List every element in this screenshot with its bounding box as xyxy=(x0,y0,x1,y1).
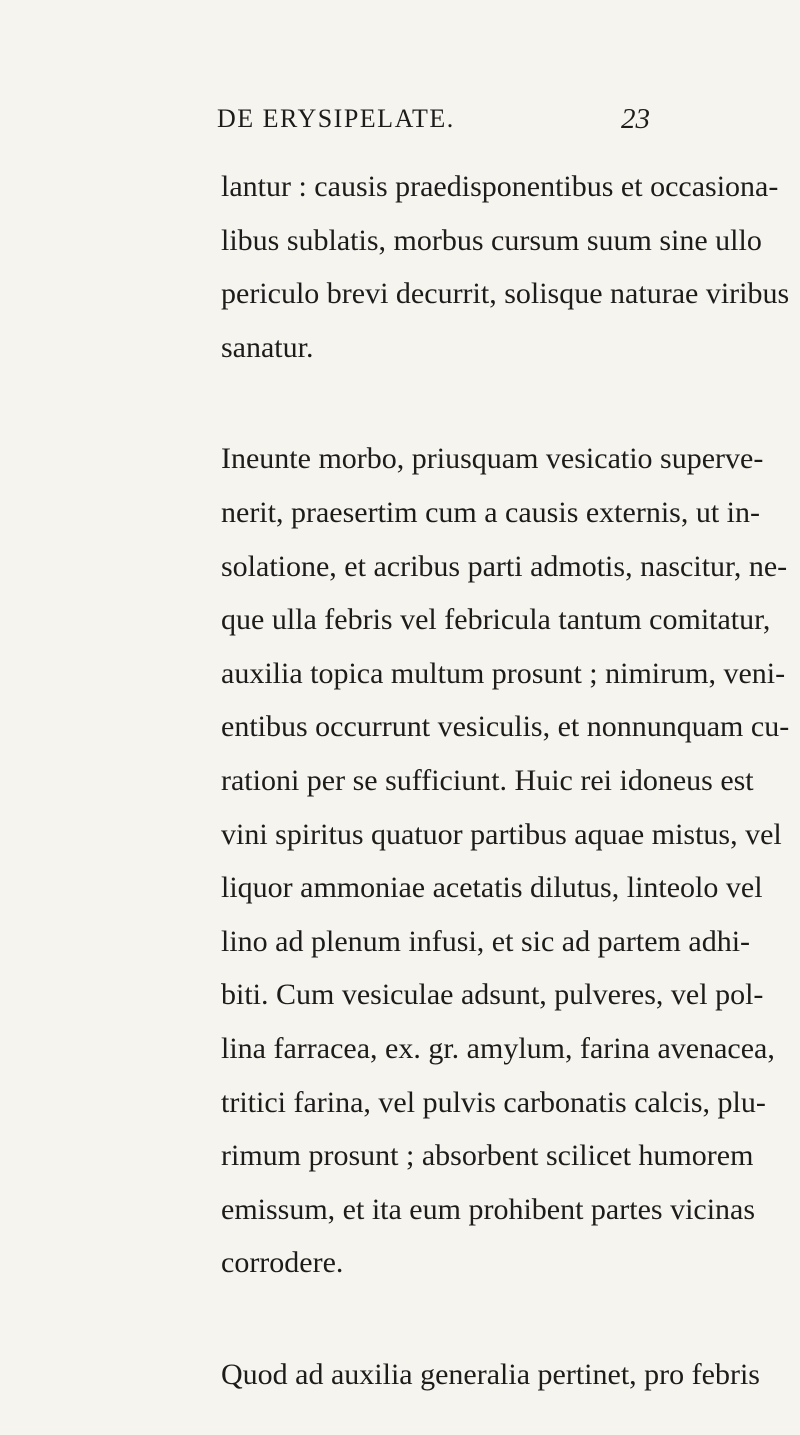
text-line: corrodere. xyxy=(221,1246,344,1280)
text-line: nerit, praesertim cum a causis externis, ut in- xyxy=(221,495,760,529)
text-line: biti. Cum vesiculae adsunt, pulveres, vel pol- xyxy=(221,978,764,1012)
text-line: libus sublatis, morbus cursum suum sine ullo xyxy=(221,223,762,257)
text-line: rationi per se sufficiunt. Huic rei idoneus est xyxy=(221,763,754,797)
paragraph-gap xyxy=(221,1290,677,1348)
text-line: liquor ammoniae acetatis dilutus, linteolo vel xyxy=(221,871,763,905)
page-number: 23 xyxy=(621,103,650,135)
text-line: lantur : causis praedisponentibus et occasiona- xyxy=(221,170,779,203)
paragraph-2 xyxy=(221,432,790,1290)
text-line: lina farracea, ex. gr. amylum, farina avenacea, xyxy=(221,1031,775,1065)
text-line: emissum, et ita eum prohibent partes vicinas xyxy=(221,1192,756,1226)
paragraph-3 xyxy=(221,1348,760,1402)
paragraph-gap xyxy=(221,374,677,432)
text-line: auxilia topica multum prosunt ; nimirum, veni- xyxy=(221,656,786,690)
running-head xyxy=(0,104,800,134)
text-line: solatione, et acribus parti admotis, nascitur, ne- xyxy=(221,549,788,583)
text-line: tritici farina, vel pulvis carbonatis calcis, plu- xyxy=(221,1085,766,1119)
running-title: DE ERYSIPELATE. xyxy=(217,104,455,133)
body-text xyxy=(221,160,790,1401)
text-line: sanatur. xyxy=(221,330,314,364)
text-line: periculo brevi decurrit, solisque naturae viribus xyxy=(221,277,790,311)
paragraph-1 xyxy=(221,160,790,374)
text-line: vini spiritus quatuor partibus aquae mistus, vel xyxy=(221,817,782,851)
text-line: que ulla febris vel febricula tantum comitatur, xyxy=(221,603,771,637)
text-line: entibus occurrunt vesiculis, et nonnunquam cu- xyxy=(221,710,790,744)
text-line: lino ad plenum infusi, et sic ad partem adhi- xyxy=(221,924,751,958)
text-line: Quod ad auxilia generalia pertinet, pro febris xyxy=(221,1357,760,1391)
text-line: Ineunte morbo, priusquam vesicatio superve- xyxy=(221,442,764,476)
text-line: rimum prosunt ; absorbent scilicet humorem xyxy=(221,1139,754,1173)
